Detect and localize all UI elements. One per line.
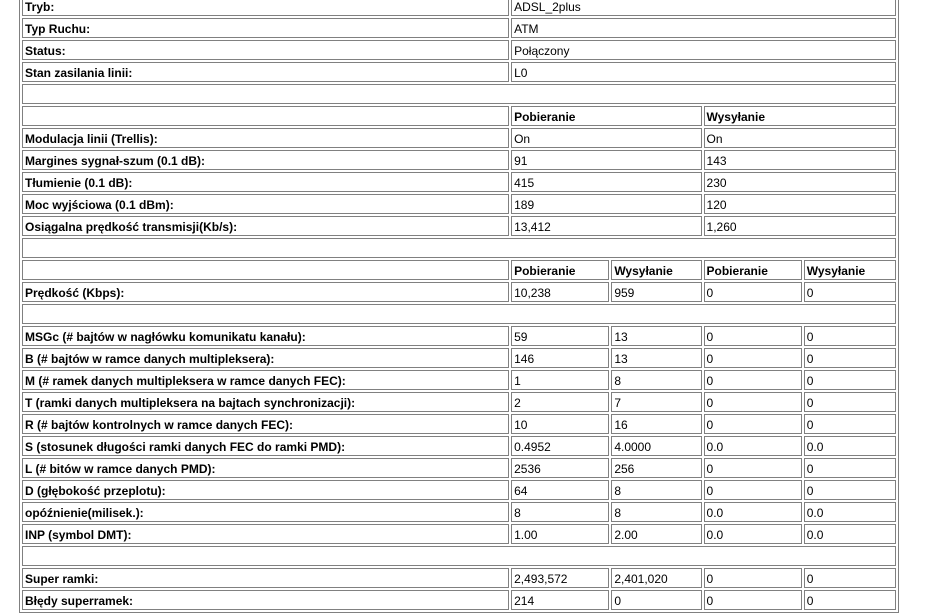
framing-value: 0 (804, 370, 896, 390)
counter-value: 0 (804, 590, 896, 610)
row-label: Stan zasilania linii: (22, 62, 509, 82)
framing-row (22, 458, 896, 478)
speed-value: 10,238 (511, 282, 609, 302)
framing-row (22, 326, 896, 346)
framing-row (22, 502, 896, 522)
framing-value: 0 (804, 392, 896, 412)
speed-value: 959 (611, 282, 701, 302)
upstream-value: 230 (704, 172, 896, 192)
framing-value: 8 (611, 502, 701, 522)
header-downstream: Pobieranie (511, 106, 701, 126)
row-value: ATM (511, 18, 896, 38)
path-header-0: Pobieranie (511, 260, 609, 280)
spacer-row (22, 84, 896, 104)
counter-value: 0 (804, 568, 896, 588)
row-label: T (ramki danych multipleksera na bajtach synchronizacji): (22, 392, 509, 412)
spacer-row (22, 238, 896, 258)
row-label: Prędkość (Kbps): (22, 282, 509, 302)
row-label: M (# ramek danych multipleksera w ramce danych FEC): (22, 370, 509, 390)
speed-value: 0 (804, 282, 896, 302)
upstream-value: 1,260 (704, 216, 896, 236)
row-label: Super ramki: (22, 568, 509, 588)
row-label: L (# bitów w ramce danych PMD): (22, 458, 509, 478)
framing-value: 64 (511, 480, 609, 500)
speed-row (22, 282, 896, 302)
framing-value: 59 (511, 326, 609, 346)
row-label: Tryb: (22, 0, 509, 16)
downstream-value: 189 (511, 194, 701, 214)
path-header-3: Wysyłanie (804, 260, 896, 280)
row-label: INP (symbol DMT): (22, 524, 509, 544)
framing-value: 1.00 (511, 524, 609, 544)
row-value: Połączony (511, 40, 896, 60)
line-row (22, 216, 896, 236)
row-label: B (# bajtów w ramce danych multipleksera): (22, 348, 509, 368)
line-row (22, 150, 896, 170)
framing-value: 0 (704, 370, 802, 390)
row-label: Osiągalna prędkość transmisji(Kb/s): (22, 216, 509, 236)
header-empty-cell (22, 106, 509, 126)
counter-value: 0 (611, 590, 701, 610)
framing-value: 0 (804, 348, 896, 368)
framing-row (22, 480, 896, 500)
row-label: Modulacja linii (Trellis): (22, 128, 509, 148)
framing-value: 13 (611, 348, 701, 368)
spacer-cell (22, 84, 896, 104)
row-label: D (głębokość przeplotu): (22, 480, 509, 500)
framing-value: 146 (511, 348, 609, 368)
framing-value: 13 (611, 326, 701, 346)
framing-value: 0.0 (704, 502, 802, 522)
framing-value: 2.00 (611, 524, 701, 544)
framing-value: 0.4952 (511, 436, 609, 456)
row-label: Moc wyjściowa (0.1 dBm): (22, 194, 509, 214)
framing-value: 8 (611, 480, 701, 500)
downstream-value: 91 (511, 150, 701, 170)
line-header-row (22, 106, 896, 126)
framing-value: 0 (704, 414, 802, 434)
downstream-value: 415 (511, 172, 701, 192)
info-row (22, 18, 896, 38)
framing-value: 0 (704, 458, 802, 478)
framing-value: 2 (511, 392, 609, 412)
line-row (22, 172, 896, 192)
framing-row (22, 414, 896, 434)
framing-row (22, 524, 896, 544)
upstream-value: 120 (704, 194, 896, 214)
counter-value: 0 (704, 568, 802, 588)
framing-value: 0 (704, 326, 802, 346)
row-value: L0 (511, 62, 896, 82)
framing-value: 0 (804, 480, 896, 500)
framing-row (22, 436, 896, 456)
framing-value: 16 (611, 414, 701, 434)
spacer-cell (22, 546, 896, 566)
framing-value: 0.0 (804, 502, 896, 522)
framing-value: 1 (511, 370, 609, 390)
row-label: Błędy superramek: (22, 590, 509, 610)
counter-value: 214 (511, 590, 609, 610)
framing-value: 0.0 (804, 436, 896, 456)
counter-value: 0 (704, 590, 802, 610)
line-row (22, 128, 896, 148)
framing-row (22, 392, 896, 412)
framing-value: 0 (704, 480, 802, 500)
framing-value: 0 (804, 414, 896, 434)
row-label: Margines sygnał-szum (0.1 dB): (22, 150, 509, 170)
row-label: Status: (22, 40, 509, 60)
framing-row (22, 348, 896, 368)
row-label: R (# bajtów kontrolnych w ramce danych FEC): (22, 414, 509, 434)
downstream-value: On (511, 128, 701, 148)
path-header-row (22, 260, 896, 280)
info-row (22, 40, 896, 60)
downstream-value: 13,412 (511, 216, 701, 236)
framing-row (22, 370, 896, 390)
spacer-row (22, 304, 896, 324)
framing-value: 256 (611, 458, 701, 478)
framing-value: 8 (511, 502, 609, 522)
row-label: opóźnienie(milisek.): (22, 502, 509, 522)
counter-value: 2,401,020 (611, 568, 701, 588)
framing-value: 0.0 (704, 524, 802, 544)
adsl-statistics-body (22, 0, 896, 610)
row-label: MSGc (# bajtów w nagłówku komunikatu kanału): (22, 326, 509, 346)
upstream-value: 143 (704, 150, 896, 170)
framing-value: 7 (611, 392, 701, 412)
path-header-2: Pobieranie (704, 260, 802, 280)
header-upstream: Wysyłanie (704, 106, 896, 126)
row-label: Typ Ruchu: (22, 18, 509, 38)
counter-row (22, 590, 896, 610)
row-label: S (stosunek długości ramki danych FEC do ramki PMD): (22, 436, 509, 456)
framing-value: 0.0 (804, 524, 896, 544)
counter-value: 2,493,572 (511, 568, 609, 588)
framing-value: 8 (611, 370, 701, 390)
row-value: ADSL_2plus (511, 0, 896, 16)
framing-value: 0 (704, 348, 802, 368)
spacer-row (22, 546, 896, 566)
framing-value: 0 (704, 392, 802, 412)
header-empty-cell (22, 260, 509, 280)
speed-value: 0 (704, 282, 802, 302)
line-row (22, 194, 896, 214)
row-label: Tłumienie (0.1 dB): (22, 172, 509, 192)
info-row (22, 0, 896, 16)
framing-value: 2536 (511, 458, 609, 478)
framing-value: 0 (804, 458, 896, 478)
info-row (22, 62, 896, 82)
upstream-value: On (704, 128, 896, 148)
framing-value: 4.0000 (611, 436, 701, 456)
path-header-1: Wysyłanie (611, 260, 701, 280)
framing-value: 0.0 (704, 436, 802, 456)
spacer-cell (22, 304, 896, 324)
spacer-cell (22, 238, 896, 258)
framing-value: 10 (511, 414, 609, 434)
counter-row (22, 568, 896, 588)
adsl-statistics-table (19, 0, 899, 613)
framing-value: 0 (804, 326, 896, 346)
